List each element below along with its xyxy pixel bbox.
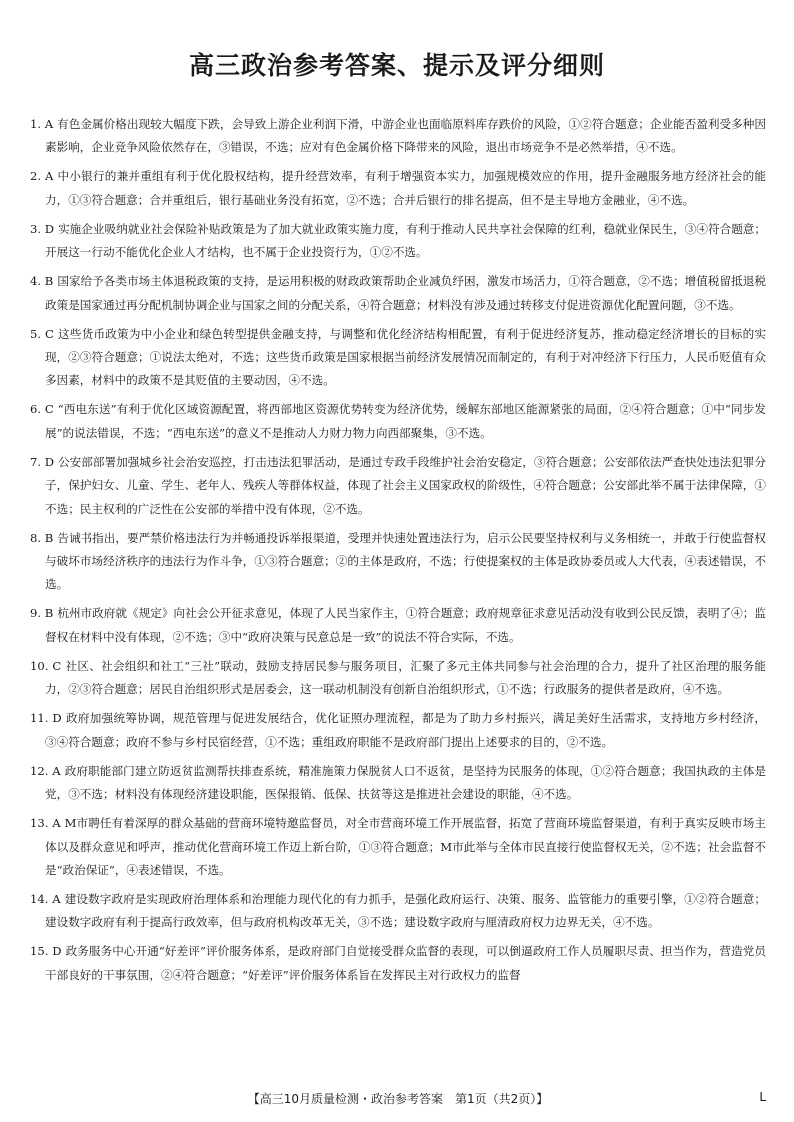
answer-explanation: 国家给予各类市场主体退税政策的支持，是运用积极的财政政策帮助企业减负纾困，激发市场活力，①符合题意，②不选；增值税留抵退税政策是国家通过再分配机制协调企业与国家之间的分配关系，④符合题意；材料没有涉及通过转移支付促进资源优化配置问题，③不选。: [45, 274, 766, 312]
answer-explanation: 实施企业吸纳就业社会保险补贴政策是为了加大就业政策实施力度，有利于推动人民共享社会保障的红利，稳就业保民生，③④符合题意；开展这一行动不能优化企业人才结构，也不属于企业投资行为，①②不选。: [45, 221, 766, 260]
answer-number: 9. B: [30, 606, 54, 621]
answer-item: [30, 812, 766, 882]
answer-explanation: M市聘任有着深厚的群众基础的营商环境特邀监督员，对全市营商环境工作开展监督，拓宽了营商环境监督渠道，有利于真实反映市场主体以及群众意见和呼声，推动优化营商环境工作迈上新台阶，①③符合题意；M市此举与全体市民直接行使监督权无关，②不选；社会监督不是“政治保证”，④表述错误，不选。: [45, 816, 766, 877]
answer-number: 2. A: [30, 169, 54, 184]
answer-item: [30, 165, 766, 212]
answer-item: [30, 707, 766, 754]
answer-number: 10. C: [30, 658, 62, 673]
footer-page-info: 【高三10月质量检测・政治参考答案 第1页（共2页）】: [247, 1092, 549, 1106]
answer-number: 15. D: [30, 944, 62, 959]
footer-version-mark: L: [759, 1090, 766, 1104]
answer-explanation: 杭州市政府就《规定》向社会公开征求意见，体现了人民当家作主，①符合题意；政府规章征求意见活动没有收到公民反馈，表明了④；监督权在材料中没有体现，②不选；③中“政府决策与民意总是一致”的说法不符合实际，不选。: [45, 606, 766, 644]
answer-item: [30, 940, 766, 987]
answer-number: 1. A: [30, 117, 54, 131]
answer-explanation: 这些货币政策为中小企业和绿色转型提供金融支持，与调整和优化经济结构相配置，有利于促进经济复苏，推动稳定经济增长的目标的实现，②③符合题意；①说法太绝对，不选；这些货币政策是国家根据当前经济发展情况而制定的，有利于对冲经济下行压力，人民币贬值有众多因素，材料中的政策不是其贬值的主要动因，④不选。: [45, 326, 766, 388]
answer-list: [30, 113, 766, 993]
answer-item: [30, 760, 766, 807]
answer-explanation: 社区、社会组织和社工“三社”联动，鼓励支持居民参与服务项目，汇聚了多元主体共同参与社会治理的合力，提升了社区治理的服务能力，②③符合题意；居民自治组织形式是居委会，这一联动机制没有创新自治组织形式，①不选；行政服务的提供者是政府，④不选。: [45, 658, 767, 697]
answer-explanation: 政务服务中心开通“好差评”评价服务体系，是政府部门自觉接受群众监督的表现，可以倒逼政府工作人员履职尽责、担当作为，营造党员干部良好的干事氛围，②④符合题意；“好差评”评价服务体系旨在发挥民主对行政权力的监督: [45, 944, 767, 982]
answer-explanation: 中小银行的兼并重组有利于优化股权结构，提升经营效率，有利于增强资本实力，加强规模效应的作用，提升金融服务地方经济社会的能力，①③符合题意；合并重组后，银行基础业务没有拓宽，②不选；合并后银行的排名提高，但不是主导地方金融业，④不选。: [45, 169, 766, 207]
answer-explanation: 建设数字政府是实现政府治理体系和治理能力现代化的有力抓手，是强化政府运行、决策、服务、监管能力的重要引擎，①②符合题意；建设数字政府有利于提高行政效率，但与政府机构改革无关，③不选；建设数字政府与厘清政府权力边界无关，④不选。: [45, 891, 766, 930]
answer-number: 6. C: [30, 402, 54, 417]
answer-item: [30, 398, 766, 445]
answer-explanation: 有色金属价格出现较大幅度下跌，会导致上游企业利润下滑，中游企业也面临原料库存跌价的风险，①②符合题意；企业能否盈利受多种因素影响，企业竞争风险依然存在，③错误，不选；应对有色金属价格下降带来的风险，退出市场竞争不是必然举措，④不选。: [45, 117, 766, 155]
answer-item: [30, 655, 766, 702]
answer-item: [30, 451, 766, 521]
answer-number: 13. A: [30, 816, 61, 831]
answer-item: [30, 113, 766, 160]
answer-explanation: 告诫书指出，要严禁价格违法行为并畅通投诉举报渠道，受理并快速处置违法行为，启示公民要坚持权利与义务相统一，并敢于行使监督权与破坏市场经济秩序的违法行为作斗争，①③符合题意；②的主体是政府，不选；行使提案权的主体是政协委员或人大代表，④表述错误，不选。: [45, 530, 766, 592]
answer-item: [30, 527, 766, 597]
answer-explanation: “西电东送”有利于优化区域资源配置，将西部地区资源优势转变为经济优势，缓解东部地区能源紧张的局面，②④符合题意；①中“同步发展”的说法错误，不选；“西电东送”的意义不是推动人力财力物力向西部聚集，③不选。: [45, 402, 766, 440]
answer-explanation: 政府职能部门建立防返贫监测帮扶排查系统，精准施策力保脱贫人口不返贫，是坚持为民服务的体现，①②符合题意；我国执政的主体是党，③不选；材料没有体现经济建设职能，医保报销、低保、扶贫等这是推进社会建设的职能，④不选。: [45, 763, 766, 802]
answer-explanation: 政府加强统筹协调，规范管理与促进发展结合，优化证照办理流程，都是为了助力乡村振兴，满足美好生活需求，支持地方乡村经济，③④符合题意；政府不参与乡村民宿经营，①不选；重组政府职能不是政府部门提出上述要求的目的，②不选。: [45, 711, 766, 749]
page-title: 高三政治参考答案、提示及评分细则: [188, 51, 605, 80]
answer-item: [30, 602, 766, 649]
answer-number: 5. C: [30, 326, 54, 341]
answer-number: 3. D: [30, 221, 55, 236]
answer-explanation: 公安部部署加强城乡社会治安巡控，打击违法犯罪活动，是通过专政手段维护社会治安稳定，③符合题意；公安部依法严查快处违法犯罪分子，保护妇女、儿童、学生、老年人、残疾人等群体权益，体现了社会主义国家政权的阶级性，④符合题意；公安部此举不属于法律保障，①不选；民主权利的广泛性在公安部的举措中没有体现，②不选。: [45, 454, 766, 516]
answer-item: [30, 218, 766, 265]
answer-number: 14. A: [30, 891, 61, 906]
answer-number: 4. B: [30, 274, 54, 289]
answer-item: [30, 270, 766, 317]
answer-number: 7. D: [30, 454, 55, 469]
answer-number: 12. A: [30, 763, 61, 778]
answer-item: [30, 888, 766, 935]
page-footer: [30, 1090, 766, 1108]
answer-number: 11. D: [30, 711, 62, 726]
answer-item: [30, 323, 766, 393]
answer-number: 8. B: [30, 530, 54, 545]
